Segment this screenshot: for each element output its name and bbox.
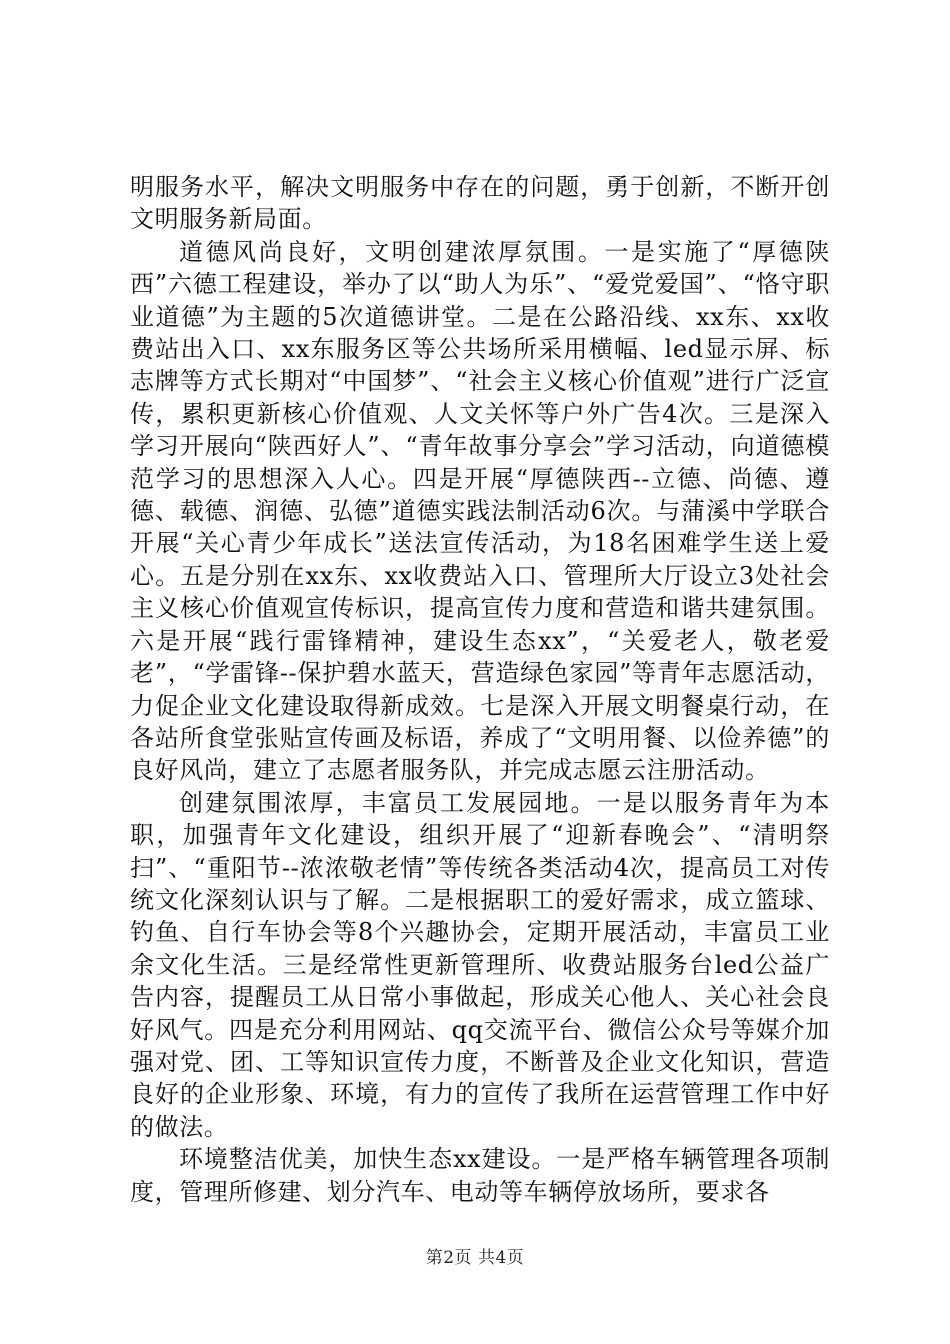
paragraph-2: 道德风尚良好，文明创建浓厚氛围。一是实施了“厚德陕西”六德工程建设，举办了以“助人为乐”、“爱党爱国”、“恪守职业道德”为主题的5次道德讲堂。二是在公路沿线、xx东、xx收费站出入口、xx东服务区等公共场所采用横幅、led显示屏、标志牌等方式长期对“中国梦”、“社会主义核心价值观”进行广泛宣传，累积更新核心价值观、人文关怀等户外广告4次。三是深入学习开展向“陕西好人”、“青年故事分享会”学习活动，向道德模范学习的思想深入人心。四是开展“厚德陕西--立德、尚德、遵德、载德、润德、弘德”道德实践法制活动6次。与蒲溪中学联合开展“关心青少年成长”送法宣传活动，为18名困难学生送上爱心。五是分别在xx东、xx收费站入口、管理所大厅设立3处社会主义核心价值观宣传标识，提高宣传力度和营造和谐共建氛围。六是开展“践行雷锋精神，建设生态xx”，“关爱老人，敬老爱老”，“学雷锋--保护碧水蓝天，营造绿色家园”等青年志愿活动，力促企业文化建设取得新成效。七是深入开展文明餐桌行动，在各站所食堂张贴宣传画及标语，养成了“文明用餐、以俭养德”的良好风尚，建立了志愿者服务队，并完成志愿云注册活动。 <box>130 237 830 785</box>
document-body <box>130 171 830 1208</box>
paragraph-4: 环境整洁优美，加快生态xx建设。一是严格车辆管理各项制度，管理所修建、划分汽车、电动等车辆停放场所，要求各 <box>130 1145 830 1206</box>
paragraph-1: 明服务水平，解决文明服务中存在的问题，勇于创新，不断开创文明服务新局面。 <box>130 173 830 234</box>
page-footer: 第2页 共4页 <box>425 1248 525 1268</box>
paragraph-3: 创建氛围浓厚，丰富员工发展园地。一是以服务青年为本职，加强青年文化建设，组织开展了“迎新春晚会”、“清明祭扫”、“重阳节--浓浓敬老情”等传统各类活动4次，提高员工对传统文化深刻认识与了解。二是根据职工的爱好需求，成立篮球、钓鱼、自行车协会等8个兴趣协会，定期开展活动，丰富员工业余文化生活。三是经常性更新管理所、收费站服务台led公益广告内容，提醒员工从日常小事做起，形成关心他人、关心社会良好风气。四是充分利用网站、qq交流平台、微信公众号等媒介加强对党、团、工等知识宣传力度，不断普及企业文化知识，营造良好的企业形象、环境，有力的宣传了我所在运营管理工作中好的做法。 <box>130 788 830 1141</box>
